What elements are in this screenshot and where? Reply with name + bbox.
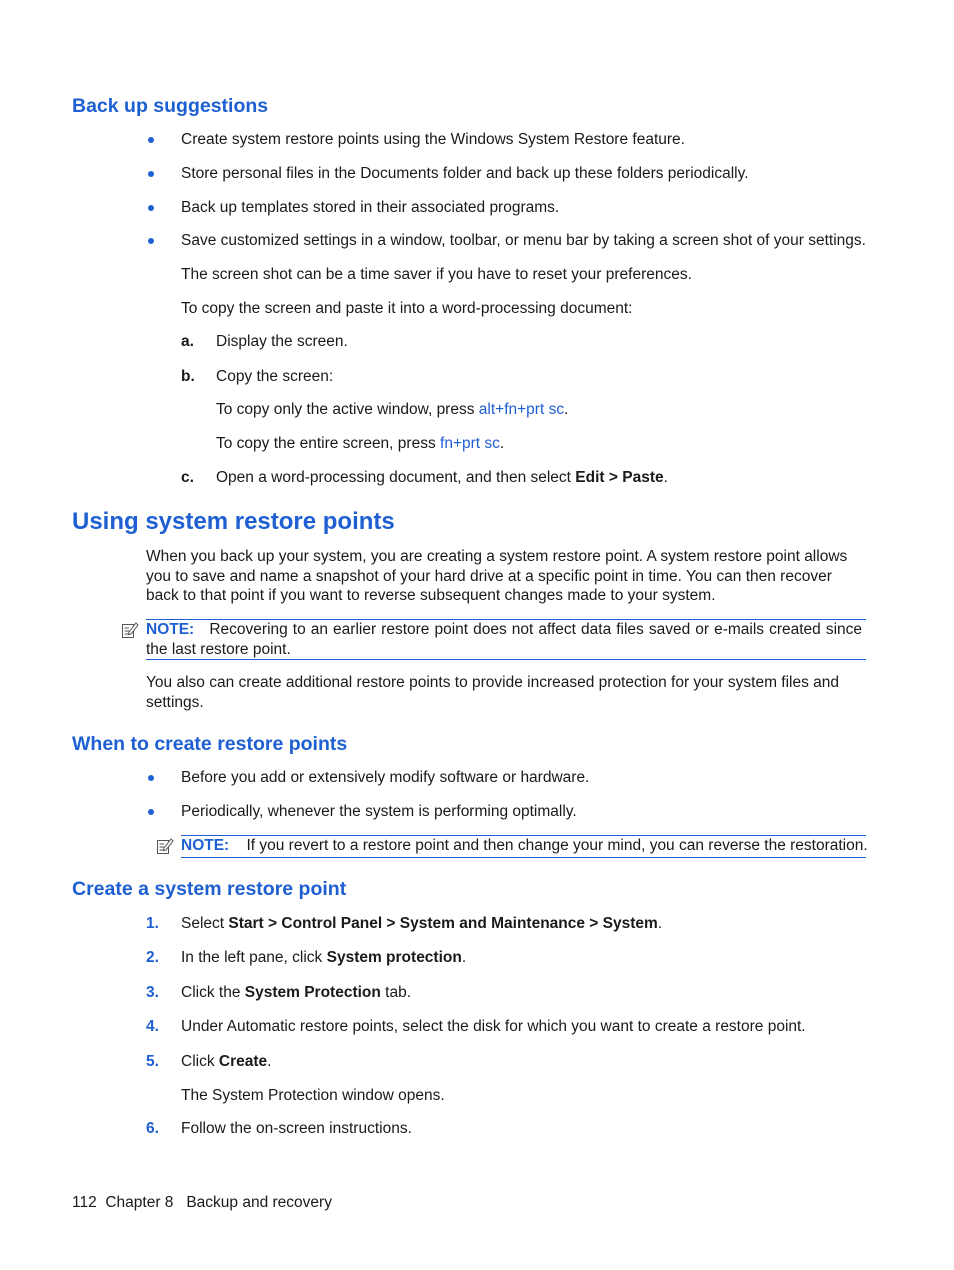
backup-bullet-4: Save customized settings in a window, toolbar, or menu bar by taking a screen shot of your settings. bbox=[181, 232, 866, 249]
period: . bbox=[461, 949, 467, 966]
step-b-text: Copy the screen: bbox=[216, 368, 334, 385]
step-number-2: 2. bbox=[146, 949, 159, 966]
when-bullet-2: Periodically, whenever the system is performing optimally. bbox=[181, 803, 577, 820]
create-step-5 bbox=[181, 1052, 271, 1072]
backup-para-1: The screen shot can be a time saver if you have to reset your preferences. bbox=[181, 266, 692, 283]
bullet-icon bbox=[148, 137, 154, 143]
system-protection-tab-text: System Protection bbox=[244, 984, 381, 1001]
period: . bbox=[663, 469, 668, 486]
period: . bbox=[564, 401, 569, 418]
step-b-sub-1-text: To copy only the active window, press bbox=[216, 401, 479, 418]
create-step-2 bbox=[181, 948, 466, 968]
step-a-text: Display the screen. bbox=[216, 333, 348, 350]
step-label-a: a. bbox=[181, 333, 194, 350]
system-protection-link-text: System protection bbox=[326, 949, 462, 966]
menu-path-edit-paste: Edit > Paste bbox=[575, 469, 664, 486]
create-step-1-pre: Select bbox=[181, 915, 229, 932]
using-intro: When you back up your system, you are creating a system restore point. A system restore point allows you to save and name a snapshot of your hard drive at a specific point in time. You can then recover back to that point if you want to reverse subsequent changes made to your system. bbox=[146, 548, 848, 604]
page-footer bbox=[72, 1193, 332, 1213]
create-step-2-pre: In the left pane, click bbox=[181, 949, 327, 966]
create-step-1 bbox=[181, 914, 662, 934]
create-button-text: Create bbox=[218, 1053, 268, 1070]
heading-when-to-create-restore-points: When to create restore points bbox=[72, 733, 348, 755]
create-step-3-post: tab. bbox=[380, 984, 412, 1001]
step-number-3: 3. bbox=[146, 984, 159, 1001]
bullet-icon bbox=[148, 775, 154, 781]
step-b-sub-2 bbox=[216, 434, 504, 454]
period: . bbox=[267, 1053, 272, 1070]
note-pencil-icon bbox=[156, 837, 174, 855]
backup-bullet-1: Create system restore points using the Windows System Restore feature. bbox=[181, 131, 685, 148]
bullet-icon bbox=[148, 238, 154, 244]
step-b-sub-1 bbox=[216, 400, 568, 420]
backup-bullet-2: Store personal files in the Documents folder and back up these folders periodically. bbox=[181, 165, 749, 182]
note-1 bbox=[146, 620, 862, 659]
create-step-3 bbox=[181, 983, 411, 1003]
period: . bbox=[499, 435, 505, 452]
note-1-text: Recovering to an earlier restore point does not affect data files saved or e-mails created since the last restore point. bbox=[146, 621, 862, 658]
chapter-title: Backup and recovery bbox=[186, 1194, 332, 1211]
step-number-4: 4. bbox=[146, 1018, 159, 1035]
period: . bbox=[657, 915, 663, 932]
note-label: NOTE: bbox=[181, 837, 230, 854]
heading-create-a-system-restore-point: Create a system restore point bbox=[72, 878, 347, 900]
create-step-4: Under Automatic restore points, select the disk for which you want to create a restore point. bbox=[181, 1018, 806, 1035]
chapter-label: Chapter 8 bbox=[105, 1194, 174, 1211]
step-number-1: 1. bbox=[146, 915, 159, 932]
create-step-3-pre: Click the bbox=[181, 984, 245, 1001]
when-bullet-1: Before you add or extensively modify software or hardware. bbox=[181, 769, 590, 786]
note-2-text: If you revert to a restore point and then change your mind, you can reverse the restoration. bbox=[246, 837, 868, 854]
heading-back-up-suggestions: Back up suggestions bbox=[72, 95, 269, 117]
backup-bullet-3: Back up templates stored in their associated programs. bbox=[181, 199, 560, 216]
bullet-icon bbox=[148, 809, 154, 815]
step-label-b: b. bbox=[181, 368, 195, 385]
create-step-5-sub: The System Protection window opens. bbox=[181, 1087, 445, 1104]
bullet-icon bbox=[148, 205, 154, 211]
step-c-pre: Open a word-processing document, and then select bbox=[216, 469, 576, 486]
step-c-text bbox=[216, 468, 668, 488]
bullet-icon bbox=[148, 171, 154, 177]
step-b-sub-2-text: To copy the entire screen, press bbox=[216, 435, 441, 452]
note-pencil-icon bbox=[121, 621, 139, 639]
step-label-c: c. bbox=[181, 469, 194, 486]
heading-using-system-restore-points: Using system restore points bbox=[72, 508, 395, 535]
backup-para-2: To copy the screen and paste it into a word-processing document: bbox=[181, 300, 633, 317]
key-combo-fn-prtsc: fn+prt sc bbox=[440, 435, 500, 452]
step-number-5: 5. bbox=[146, 1053, 159, 1070]
note-label: NOTE: bbox=[146, 621, 195, 638]
menu-path-system: Start > Control Panel > System and Maintenance > System bbox=[228, 915, 658, 932]
create-step-6: Follow the on-screen instructions. bbox=[181, 1120, 412, 1137]
using-para: You also can create additional restore points to provide increased protection for your system files and settings. bbox=[146, 674, 840, 711]
create-step-5-pre: Click bbox=[181, 1053, 219, 1070]
page-number: 112 bbox=[72, 1194, 97, 1211]
key-combo-alt-fn-prtsc: alt+fn+prt sc bbox=[478, 401, 565, 418]
step-number-6: 6. bbox=[146, 1120, 159, 1137]
note-2 bbox=[181, 836, 868, 856]
